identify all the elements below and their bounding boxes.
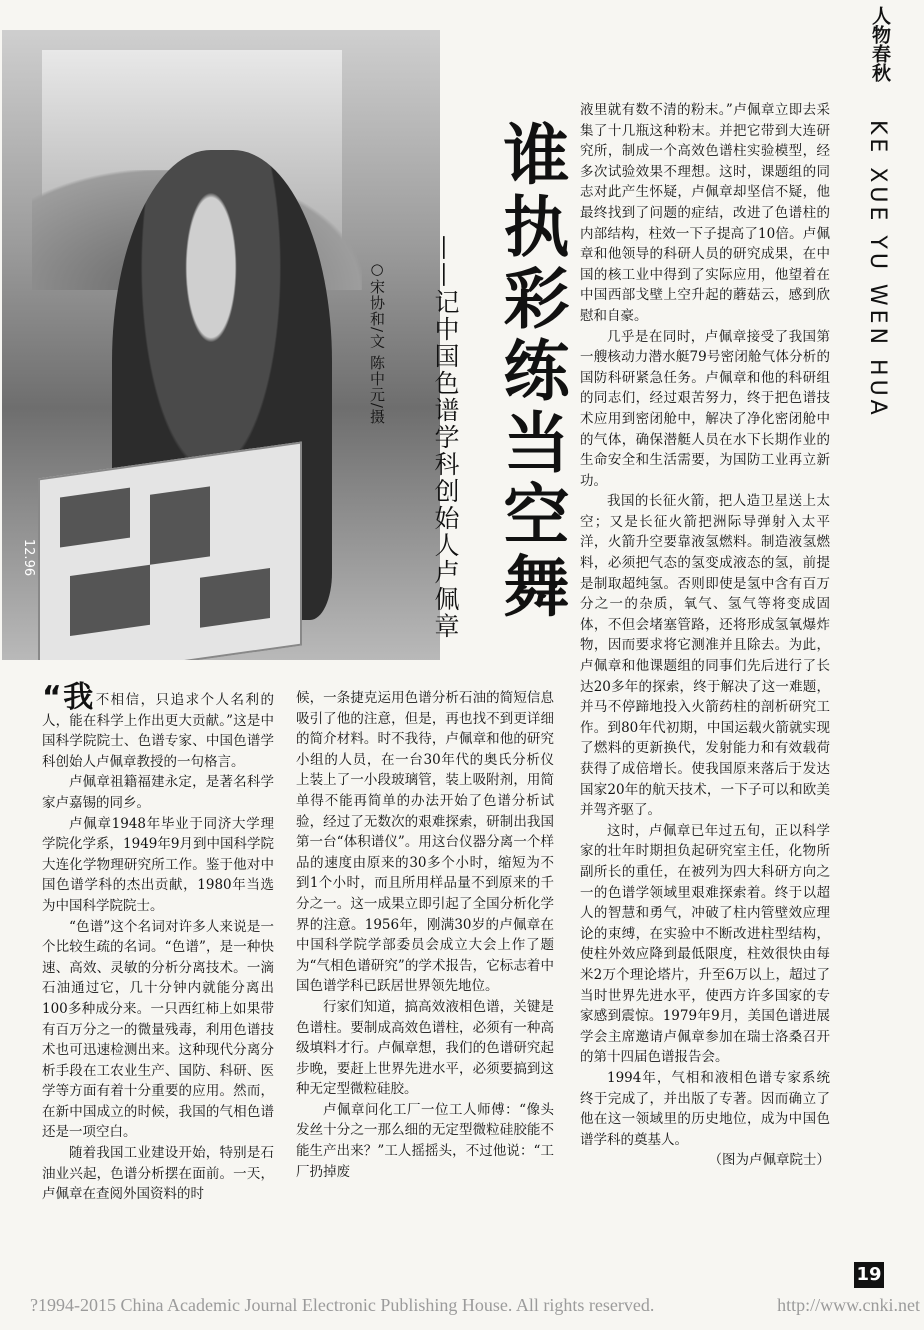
paragraph: 卢佩章1948年毕业于同济大学理学院化学系，1949年9月到中国科学院大连化学物理研究所工作。鉴于他对中国色谱学科的杰出贡献，1980年当选为中国科学院院士。 [42, 815, 274, 914]
paragraph: 几乎是在同时，卢佩章接受了我国第一艘核动力潜水艇79号密闭舱气体分析的国防科研紧急任务。卢佩章和他的科研组的同志们，经过艰苦努力，终于把色谱技术应用到密闭舱中，解决了净化密闭舱中的气体，确保潜艇人员在水下长期作业的生命安全和生活需要，为国防工业再立新功。 [580, 328, 830, 489]
photo-album [38, 441, 302, 660]
page-number: 19 [854, 1262, 884, 1288]
text-column-1 [42, 680, 275, 1208]
paragraph: 候，一条捷克运用色谱分析石油的简短信息吸引了他的注意，但是，再也找不到更详细的简介材料。时不我待，卢佩章和他的研究小组的人员，在一台30年代的奥氏分析仪上装上了一小段玻璃管，装上吸附剂，用简单得不能再简单的办法开始了色谱分析试验，经过了无数次的艰难探索，研制出我国第一台“体积谱仪”。用这台仪器分离一个样品的速度由原来的30多个小时，缩短为不到1个小时，而且所用样品量不到原来的千分之一。这一成果立即引起了全国分析化学界的注意。1956年，刚满30岁的卢佩章在中国科学院学部委员会成立大会上作了题为“气相色谱研究”的学术报告，它标志着中国色谱学科已跃居世界领先地位。 [296, 690, 554, 995]
article-subtitle: ——记中国色谱学科创始人卢佩章 [431, 235, 460, 640]
source-url[interactable]: http://www.cnki.net [777, 1294, 920, 1315]
paragraph: 行家们知道，搞高效液相色谱，关键是色谱柱。要制成高效色谱柱，必须有一种高级填料才行。卢佩章想，我们的色谱研究起步晚，要赶上世界先进水平，必须要搞到这种无定型微粒硅胶。 [296, 998, 554, 1098]
paragraph: 随着我国工业建设开始，特别是石油业兴起，色谱分析摆在面前。一天，卢佩章在查阅外国资料的时 [42, 1145, 274, 1203]
column-pinyin: KE XUE YU WEN HUA [865, 120, 890, 419]
copyright-notice: ?1994-2015 China Academic Journal Electronic Publishing House. All rights reserved. [30, 1294, 655, 1315]
footer [30, 1290, 920, 1320]
author-credit: ○宋协和/文 陈中元/摄 [368, 260, 386, 425]
text-column-3 [580, 100, 830, 1225]
paragraph: 1994年，气相和液相色谱专家系统终于完成了，并出版了专著。因而确立了他在这一领域里的历史地位，成为中国色谱学科的奠基人。 [580, 1069, 830, 1148]
paragraph: 卢佩章祖籍福建永定，是著名科学家卢嘉锡的同乡。 [42, 774, 274, 811]
paragraph: 卢佩章问化工厂一位工人师傅：“像头发丝十分之一那么细的无定型微粒硅胶能不能生产出来？”工人摇摇头，不过他说：“工厂扔掉废 [296, 1101, 554, 1180]
paragraph: “我不相信，只追求个人名利的人，能在科学上作出更大贡献。”这是中国科学院院士、色谱专家、中国色谱学科创始人卢佩章教授的一句格言。 [42, 680, 275, 770]
column-name: 人物春秋 [869, 6, 891, 82]
paragraph: 这时，卢佩章已年过五旬，正以科学家的壮年时期担负起研究室主任，化物所副所长的重任，在被列为四大科研方向之一的色谱学领域里艰难探索着。终于以超人的智慧和勇气，冲破了柱内管壁效应理论的束缚，在实验中不断改进柱型结构，使柱外效应降到最低限度，柱效很快由每米2万个理论塔片，升至6万以上，超过了当时世界先进水平，使西方许多国家的专家感到震惊。1979年9月，美国色谱进展学会主席邀请卢佩章参加在瑞士洛桑召开的第十四届色谱报告会。 [580, 822, 830, 1066]
drop-cap: “我 [42, 680, 95, 715]
paragraph: 我国的长征火箭，把人造卫星送上太空；又是长征火箭把洲际导弹射入太平洋，火箭升空要靠液氢燃料。制造液氢燃料，必须把气态的氢变成液态的氢，前提是制取超纯氢。否则即使是氢中含有百万分之一的杂质，氧气、氢气等将变成固体，不但会堵塞管路，还将形成氢氧爆炸物，因而要求将它测准并且除去。为此，卢佩章和他课题组的同事们先后进行了长达20多年的探索，终于解决了这一难题，并马不停蹄地投入火箭药柱的剖析研究工作。到80年代初期，中国运载火箭就实现了燃料的更新换代，发射能力和有效载荷获得了成倍增长。使我国原来落后于发达国家20年的航天技术，一下子可以和欧美并驾齐驱了。 [580, 493, 830, 819]
text-column-2 [296, 688, 554, 1218]
photo-caption: （图为卢佩章院士） [708, 1152, 830, 1169]
article-title: 谁执彩练当空舞 [492, 120, 569, 624]
photo-date-stamp: 12.96 [21, 538, 37, 577]
paragraph: “色谱”这个名词对许多人来说是一个比较生疏的名词。“色谱”，是一种快速、高效、灵敏的分析分离技术。一滴石油通过它，几十分钟内就能分离出100多种成分来。一只西红柿上如果带有百万分之一的微量残毒，利用色谱技术也可迅速检测出来。这种现代分离分析手段在工农业生产、国防、科研、医学等方面有着十分重要的应用。然而，在新中国成立的时候，我国的气相色谱还是一项空白。 [42, 918, 274, 1141]
paragraph: 液里就有数不清的粉末。”卢佩章立即去采集了十几瓶这种粉末。并把它带到大连研究所，制成一个高效色谱柱实验模型，经多次试验效果不理想。这时，课题组的同志对此产生怀疑，卢佩章却坚信不疑，他最终找到了问题的症结，改进了色谱柱的内部结构，柱效一下子提高了10倍。卢佩章和他领导的科研人员的研究成果，在中国的核工业中得到了实际应用，他望着在中国西部戈壁上空升起的蘑菇云，感到欣慰和自豪。 [580, 102, 830, 324]
